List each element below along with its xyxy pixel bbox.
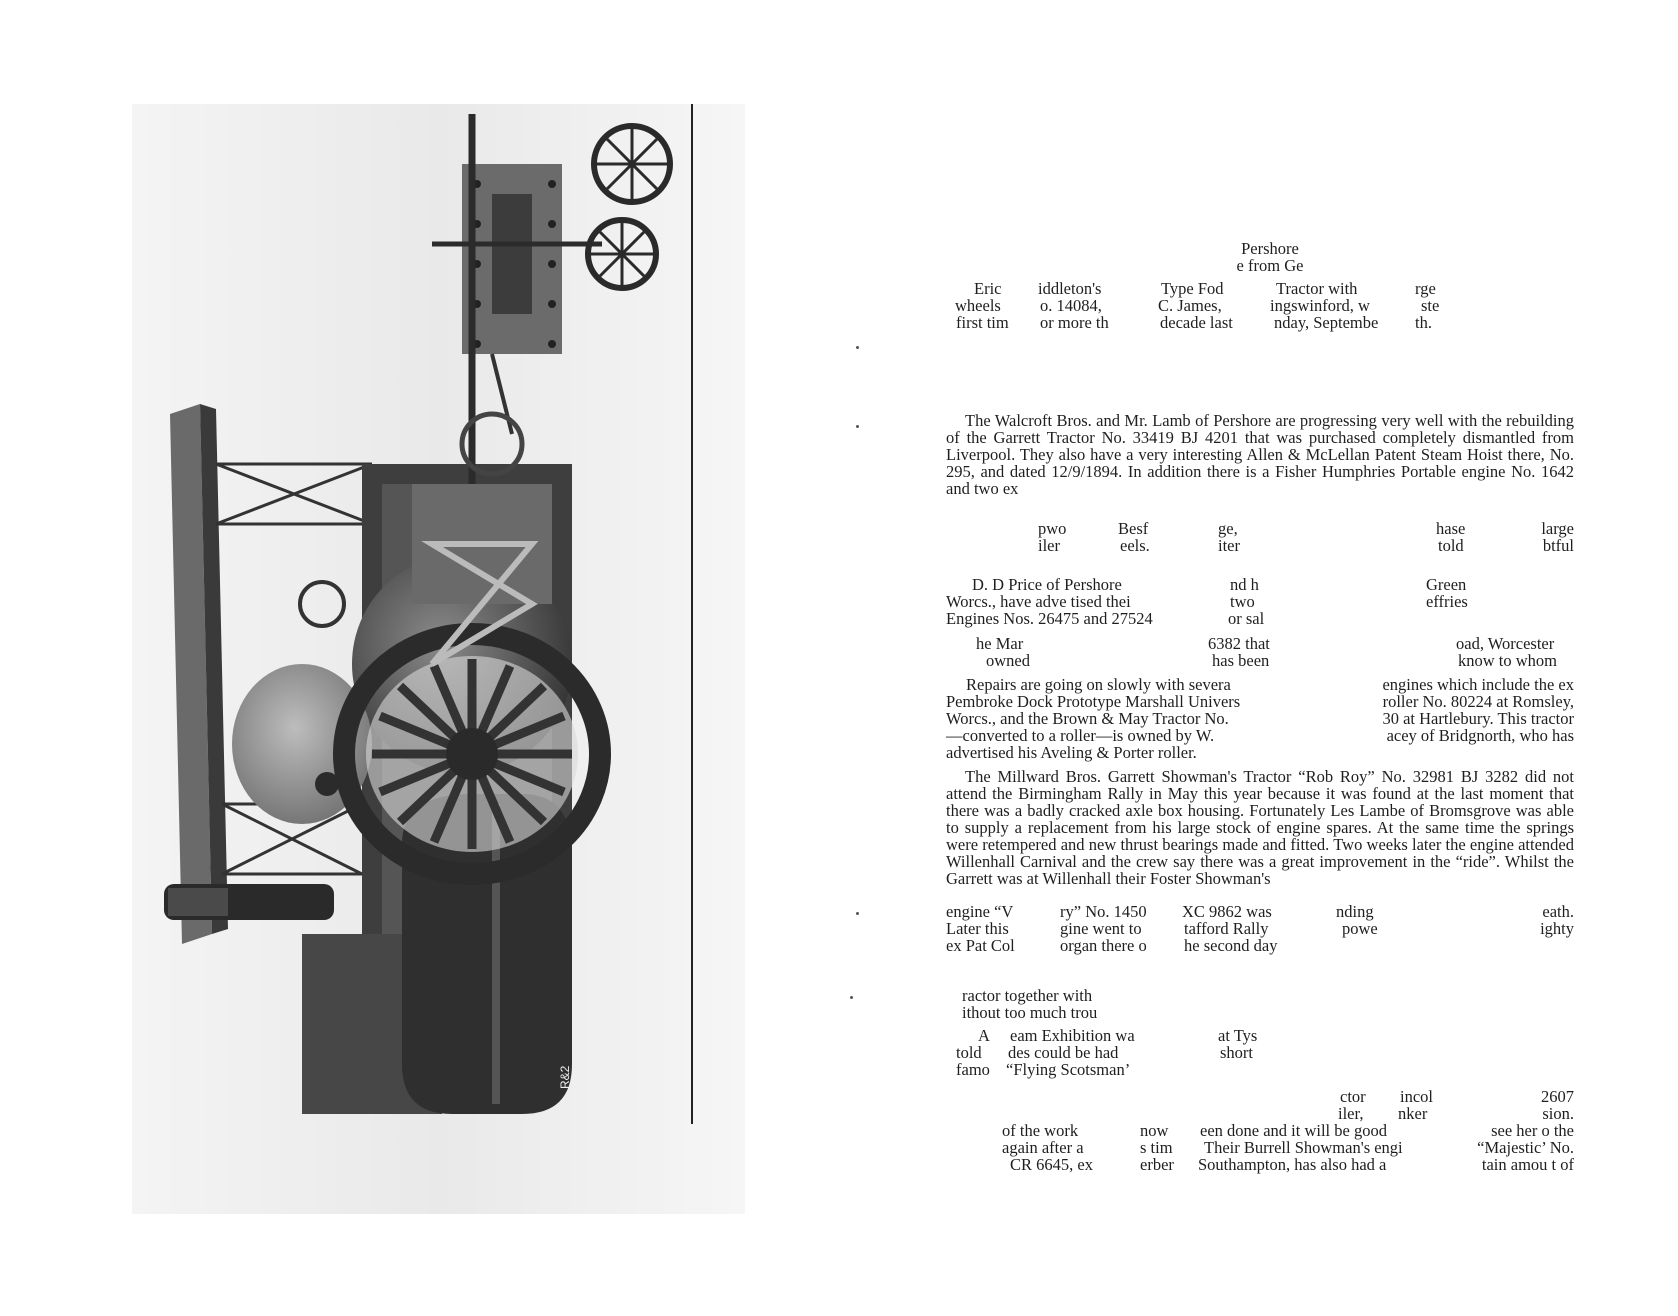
price-text: nd h — [1230, 575, 1259, 594]
table-cell: C. James, — [1158, 296, 1222, 315]
table-cell: first tim — [956, 313, 1009, 332]
repairs-text: Pembroke Dock Prototype Marshall Univers — [946, 692, 1241, 711]
heading-line-2: e from Ge — [1236, 256, 1304, 275]
mar-text: know to whom — [1458, 651, 1557, 670]
repairs-text: —converted to a roller—is owned by W. — [946, 726, 1215, 745]
foster-text: Later this — [946, 919, 1009, 938]
table-cell: iddleton's — [1038, 279, 1102, 298]
exhibition-text: short — [1220, 1043, 1253, 1062]
mar-text: has been — [1212, 651, 1270, 670]
price-text: Green — [1426, 575, 1467, 594]
foster-text: ry” No. 1450 — [1060, 902, 1147, 921]
fragment-text: pwo — [1038, 519, 1067, 538]
price-text: or sal — [1228, 609, 1265, 628]
fragment-text: Besf — [1118, 519, 1149, 538]
repairs-text: 30 at Hartlebury. This tractor — [1382, 709, 1574, 728]
price-text: D. D Price of Pershore — [972, 575, 1122, 594]
exhibition-text: des could be had — [1008, 1043, 1119, 1062]
final-text: iler, — [1338, 1104, 1364, 1123]
fragment-text: iter — [1218, 536, 1240, 555]
fragment-text: btful — [1542, 536, 1574, 555]
mar-text: oad, Worcester — [1456, 634, 1555, 653]
final-text: “Majestic’ No. — [1477, 1138, 1574, 1157]
foster-text: gine went to — [1060, 919, 1142, 938]
final-text: erber — [1140, 1155, 1174, 1174]
final-text: een done and it will be good — [1200, 1121, 1387, 1140]
table-cell: Eric — [974, 279, 1002, 298]
final-text: sion. — [1542, 1104, 1574, 1123]
final-text: ctor — [1340, 1087, 1366, 1106]
price-text: effries — [1426, 592, 1468, 611]
final-text: nker — [1398, 1104, 1428, 1123]
table-cell: nday, Septembe — [1274, 313, 1379, 332]
table-cell: decade last — [1160, 313, 1233, 332]
foster-text: eath. — [1542, 902, 1574, 921]
foster-text: engine “V — [946, 902, 1014, 921]
fragment-text: large — [1541, 519, 1574, 538]
paragraph-text: The Millward Bros. Garrett Showman's Tractor “Rob Roy” No. 32981 BJ 3282 did not attend the Birmingham Rally in May this year because it was found at the last moment that there was a badly cracked axle box housing. Fortunately Les Lambe of Bromsgrove was able to supply a replacement from his large stock of engine spares. At the same time the springs were retempered and new thrust bearings made and fitted. Two weeks later the engine attended Willenhall Carnival and the crew say there was a great improvement in the “ride”. Whilst the Garrett was at Willenhall their Foster Showman's — [946, 767, 1574, 888]
table-cell: wheels — [955, 296, 1001, 315]
margin-dot — [856, 912, 859, 915]
final-text: see her o the — [1491, 1121, 1574, 1140]
final-text: again after a — [1002, 1138, 1084, 1157]
foster-text: he second day — [1184, 936, 1278, 955]
paragraph-millward — [946, 768, 1574, 887]
heading-line-1: Pershore — [1241, 239, 1299, 258]
price-text: Worcs., have adve tised thei — [946, 592, 1131, 611]
final-text: tain amou t of — [1481, 1155, 1574, 1174]
foster-text: XC 9862 was — [1182, 902, 1272, 921]
table-cell: ste — [1421, 296, 1440, 315]
fragment-text: eels. — [1120, 536, 1150, 555]
final-text: 2607 — [1541, 1087, 1574, 1106]
repairs-text: acey of Bridgnorth, who has — [1386, 726, 1574, 745]
foster-text: tafford Rally — [1184, 919, 1269, 938]
table-cell: Type Fod — [1161, 279, 1224, 298]
final-text: Their Burrell Showman's engi — [1204, 1138, 1403, 1157]
table-cell: or more th — [1040, 313, 1109, 332]
table-cell: o. 14084, — [1040, 296, 1102, 315]
margin-dot — [856, 346, 859, 349]
paragraph-walcroft — [946, 412, 1574, 497]
exhibition-text: “Flying Scotsman’ — [1006, 1060, 1131, 1079]
exhibition-text: told — [956, 1043, 982, 1062]
fragment-text: iler — [1038, 536, 1060, 555]
foster-text: nding — [1336, 902, 1374, 921]
photo-label: R&2 — [558, 1065, 572, 1089]
paragraph-text: The Walcroft Bros. and Mr. Lamb of Pershore are progressing very well with the rebuilding of the Garrett Tractor No. 33419 BJ 4201 that was purchased completely dismantled from Liverpool. They also have a very interesting Allen & McLellan Patent Steam Hoist there, No. 295, and dated 12/9/1894. In addition there is a Fisher Humphries Portable engine No. 1642 and two ex — [946, 411, 1574, 498]
final-text: now — [1140, 1121, 1169, 1140]
margin-dot — [850, 996, 853, 999]
table-cell: th. — [1415, 313, 1432, 332]
fragment-text: hase — [1436, 519, 1466, 538]
mar-text: 6382 that — [1208, 634, 1270, 653]
margin-dot — [856, 425, 859, 428]
foster-text: powe — [1342, 919, 1378, 938]
repairs-text: Worcs., and the Brown & May Tractor No. — [946, 709, 1229, 728]
price-text: Engines Nos. 26475 and 27524 — [946, 609, 1153, 628]
steam-roller-photo — [132, 104, 745, 1214]
repairs-text: Repairs are going on slowly with severa — [966, 675, 1231, 694]
ractor-text: ithout too much trou — [962, 1003, 1098, 1022]
foster-text: organ there o — [1060, 936, 1147, 955]
mar-text: he Mar — [976, 634, 1024, 653]
fragment-text: ge, — [1218, 519, 1238, 538]
final-text: s tim — [1140, 1138, 1173, 1157]
price-text: two — [1230, 592, 1255, 611]
repairs-text: roller No. 80224 at Romsley, — [1382, 692, 1574, 711]
fragment-text: told — [1438, 536, 1464, 555]
table-cell: ingswinford, w — [1270, 296, 1370, 315]
table-cell: Tractor with — [1276, 279, 1358, 298]
final-text: incol — [1400, 1087, 1433, 1106]
repairs-text: engines which include the ex — [1382, 675, 1574, 694]
foster-text: ex Pat Col — [946, 936, 1015, 955]
table-cell: rge — [1415, 279, 1436, 298]
foster-text: ighty — [1540, 919, 1574, 938]
final-text: of the work — [1002, 1121, 1079, 1140]
repairs-text: advertised his Aveling & Porter roller. — [946, 743, 1197, 762]
exhibition-text: eam Exhibition wa — [1010, 1026, 1135, 1045]
final-text: Southampton, has also had a — [1198, 1155, 1387, 1174]
exhibition-text: famo — [956, 1060, 990, 1079]
ractor-text: ractor together with — [962, 986, 1093, 1005]
mar-text: owned — [986, 651, 1030, 670]
final-text: CR 6645, ex — [1010, 1155, 1093, 1174]
exhibition-text: at Tys — [1218, 1026, 1258, 1045]
exhibition-text: A — [978, 1026, 990, 1045]
